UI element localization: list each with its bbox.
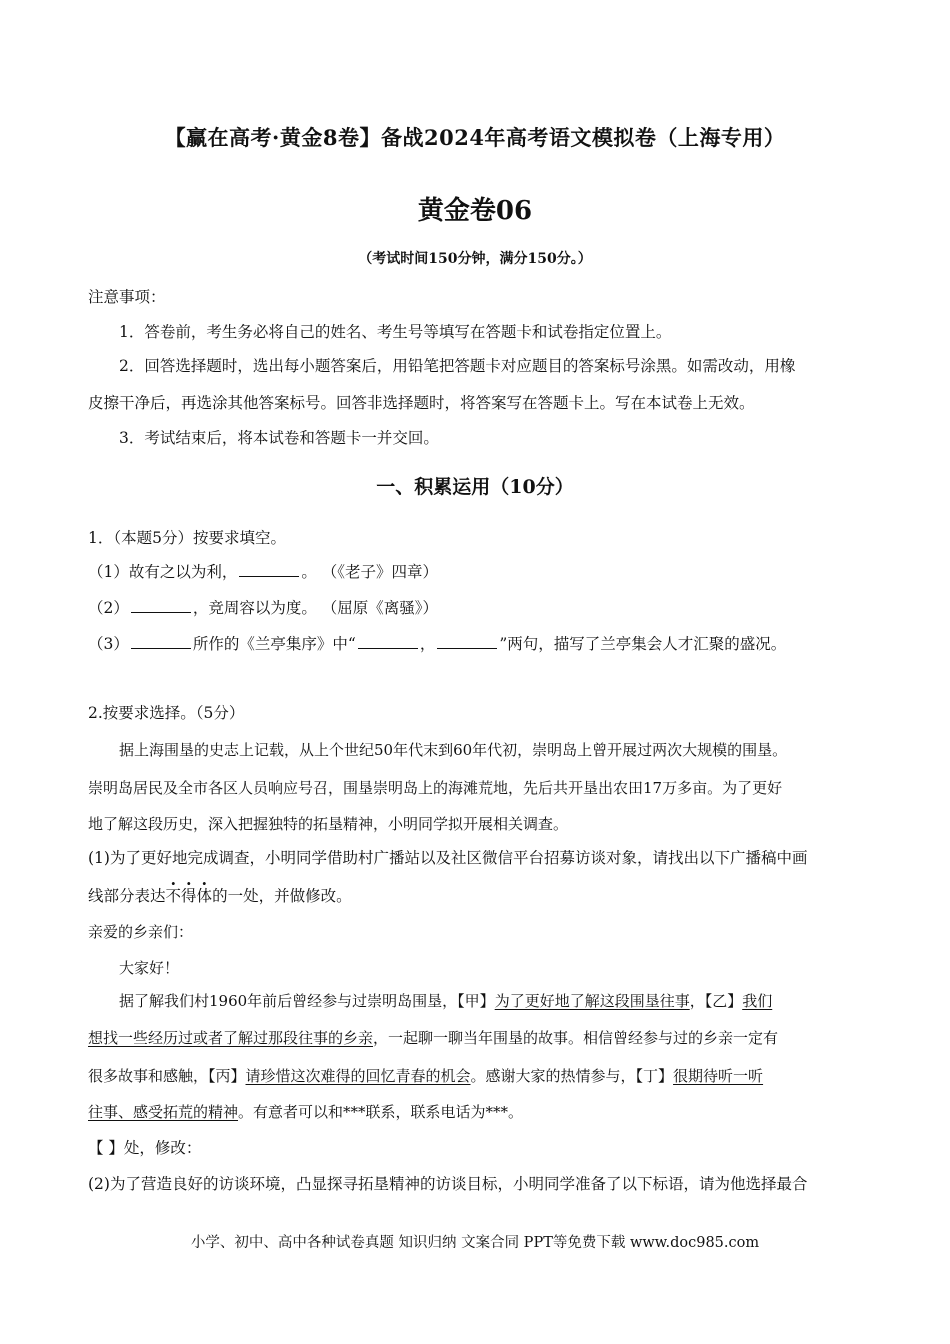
notice-item-2-line-2: 皮擦干净后，再选涂其他答案标号。回答非选择题时，将答案写在答题卡上。写在本试卷上无效。 — [88, 394, 755, 412]
underlined-part-jia: 为了更好地了解这段围垦往事 — [494, 992, 690, 1010]
underlined-part-ding: 往事、感受拓荒的精神 — [88, 1103, 239, 1121]
paper-subtitle: 黄金卷06 — [417, 196, 533, 226]
question-2-stem: 2.按要求选择。（5分） — [88, 704, 245, 722]
broadcast-line-2-b: ，一起聊一聊当年围垦的故事。相信曾经参与过的乡亲一定有 — [373, 1029, 779, 1047]
broadcast-line-2 — [88, 1028, 778, 1048]
notice-item-1: 1．答卷前，考生务必将自己的姓名、考生号等填写在答题卡和试卷指定位置上。 — [119, 323, 672, 341]
q1-sub1-text-b: 。 （《老子》四章） — [301, 563, 439, 581]
broadcast-hello: 大家好！ — [119, 959, 180, 977]
broadcast-line-3 — [88, 1066, 763, 1086]
question-1-sub-3 — [88, 634, 786, 654]
q2-sub1-line-2 — [88, 886, 352, 906]
notice-item-3: 3．考试结束后，将本试卷和答题卡一并交回。 — [119, 429, 439, 447]
notice-heading: 注意事项： — [88, 288, 166, 306]
q1-sub3-text-d: ”两句，描写了兰亭集会人才汇聚的盛况。 — [499, 635, 787, 653]
q2-sub1-text-b: 的一处，并做修改。 — [212, 887, 352, 905]
broadcast-line-4-b: 。有意者可以和***联系，联系电话为***。 — [238, 1103, 524, 1121]
emphasis-char-3: 体 — [196, 887, 213, 905]
broadcast-greeting: 亲爱的乡亲们： — [88, 923, 194, 941]
q1-sub3-text-c: ， — [419, 635, 436, 653]
broadcast-line-3-a: 很多故事和感触，【丙】 — [88, 1067, 246, 1085]
q1-sub3-text-b: 所作的《兰亭集序》中“ — [192, 635, 356, 653]
q1-sub2-text-b: ，竞周容以为度。 （屈原《离骚》） — [192, 599, 439, 617]
broadcast-line-1 — [119, 991, 772, 1011]
q1-sub3-text-a: （3） — [88, 635, 129, 653]
emphasis-char-1: 不 — [165, 887, 182, 905]
broadcast-line-1-b: ，【乙】 — [689, 992, 743, 1010]
q2-sub2-line-1: (2)为了营造良好的访谈环境，凸显探寻拓垦精神的访谈目标，小明同学准备了以下标语，请为他选择最合 — [88, 1175, 808, 1193]
q2-sub1-text-a: 线部分表达 — [88, 887, 166, 905]
q2-sub1-line-1: (1)为了更好地完成调查，小明同学借助村广播站以及社区微信平台招募访谈对象，请找出以下广播稿中画 — [88, 849, 808, 867]
section-heading: 一、积累运用（10分） — [376, 476, 574, 498]
notice-item-2-line-1: 2．回答选择题时，选出每小题答案后，用铅笔把答题卡对应题目的答案标号涂黑。如需改动，用橡 — [119, 357, 796, 375]
exam-time-note: （考试时间150分钟，满分150分。） — [358, 251, 592, 267]
underlined-part-ding-start: 很期待听一听 — [673, 1067, 764, 1085]
q1-sub2-text-a: （2） — [88, 599, 129, 617]
fill-blank[interactable] — [239, 562, 299, 577]
underlined-part-bing: 请珍惜这次难得的回忆青春的机会 — [245, 1067, 471, 1085]
question-1-sub-1 — [88, 562, 438, 582]
emphasis-char-2: 得 — [181, 887, 197, 905]
broadcast-line-1-a: 据了解我们村1960年前后曾经参与过崇明岛围垦，【甲】 — [119, 992, 495, 1010]
fill-blank[interactable] — [358, 634, 418, 649]
broadcast-line-3-b: 。感谢大家的热情参与，【丁】 — [470, 1067, 674, 1085]
page-footer: 小学、初中、高中各种试卷真题 知识归纳 文案合同 PPT等免费下载 www.doc985.com — [190, 1235, 760, 1251]
underlined-part-yi: 想找一些经历过或者了解过那段往事的乡亲 — [88, 1029, 374, 1047]
fill-blank[interactable] — [131, 598, 191, 613]
fill-blank[interactable] — [437, 634, 497, 649]
fill-blank[interactable] — [131, 634, 191, 649]
q1-sub1-text-a: （1）故有之以为利， — [88, 563, 238, 581]
question-1-stem: 1．（本题5分）按要求填空。 — [88, 529, 286, 547]
q2-passage-line-1: 据上海围垦的史志上记载，从上个世纪50年代末到60年代初，崇明岛上曾开展过两次大规模的围垦。 — [119, 741, 788, 759]
underlined-part-yi-start: 我们 — [742, 992, 773, 1010]
broadcast-line-4 — [88, 1102, 523, 1122]
question-1-sub-2 — [88, 598, 438, 618]
q2-passage-line-2: 崇明岛居民及全市各区人员响应号召，围垦崇明岛上的海滩荒地，先后共开垦出农田17万多亩。为了更好 — [88, 779, 783, 797]
answer-line[interactable]: 【 】处，修改： — [88, 1139, 202, 1157]
page-title: 【赢在高考·黄金8卷】备战2024年高考语文模拟卷（上海专用） — [164, 125, 786, 150]
q2-passage-line-3: 地了解这段历史，深入把握独特的拓垦精神，小明同学拟开展相关调查。 — [88, 815, 569, 833]
